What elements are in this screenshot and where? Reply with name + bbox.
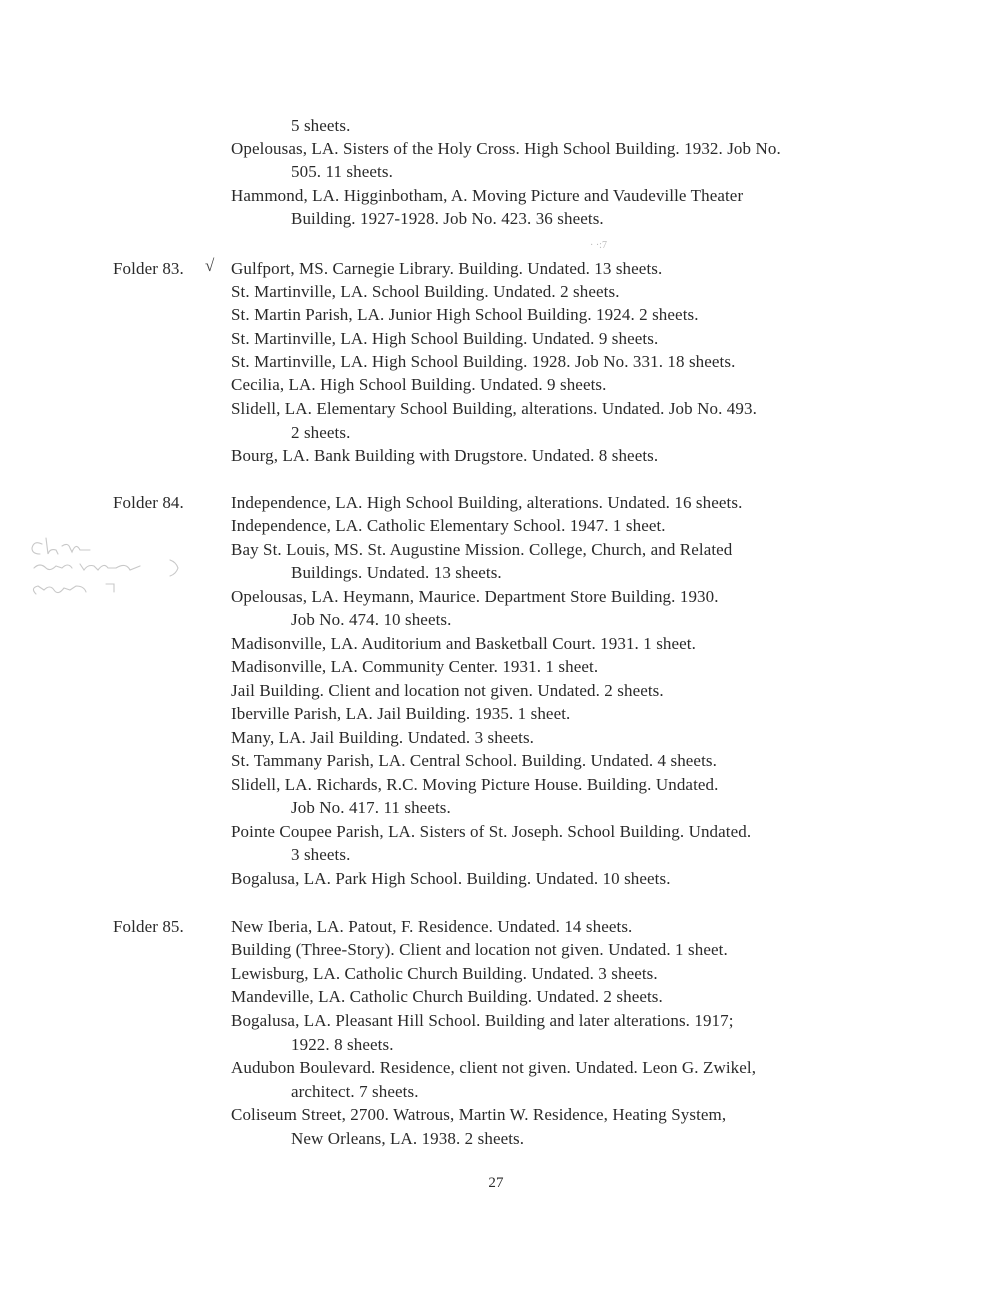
folder-85-label: Folder 85. [113,917,184,936]
entry-continuation: 505. 11 sheets. [291,162,393,181]
entry-line: Bourg, LA. Bank Building with Drugstore. Undated. 8 sheets. [231,446,659,465]
entry-continuation: New Orleans, LA. 1938. 2 sheets. [291,1129,525,1148]
entry-line: New Iberia, LA. Patout, F. Residence. Undated. 14 sheets. [231,917,633,936]
smudge-mark: · ·:7 [590,240,607,251]
entry-continuation: 5 sheets. [291,116,351,135]
entry-continuation: Job No. 417. 11 sheets. [291,798,451,817]
entry-line: Jail Building. Client and location not given. Undated. 2 sheets. [231,681,664,700]
entry-line: Lewisburg, LA. Catholic Church Building. Undated. 3 sheets. [231,964,658,983]
entry-line: Opelousas, LA. Sisters of the Holy Cross. High School Building. 1932. Job No. [231,139,781,158]
folder-84-label: Folder 84. [113,493,184,512]
entry-continuation: Job No. 474. 10 sheets. [291,610,452,629]
entry-line: Hammond, LA. Higginbotham, A. Moving Picture and Vaudeville Theater [231,186,744,205]
entry-line: Bogalusa, LA. Pleasant Hill School. Building and later alterations. 1917; [231,1011,734,1030]
entry-line: Independence, LA. High School Building, alterations. Undated. 16 sheets. [231,493,743,512]
entry-continuation: architect. 7 sheets. [291,1082,419,1101]
entry-continuation: Building. 1927-1928. Job No. 423. 36 sheets. [291,209,604,228]
entry-line: Madisonville, LA. Community Center. 1931. 1 sheet. [231,657,599,676]
entry-line: Bogalusa, LA. Park High School. Building. Undated. 10 sheets. [231,869,671,888]
entry-line: Cecilia, LA. High School Building. Undated. 9 sheets. [231,375,607,394]
entry-line: St. Tammany Parish, LA. Central School. Building. Undated. 4 sheets. [231,751,717,770]
entry-continuation: 1922. 8 sheets. [291,1035,394,1054]
entry-continuation: 3 sheets. [291,845,351,864]
entry-line: Coliseum Street, 2700. Watrous, Martin W. Residence, Heating System, [231,1105,727,1124]
entry-continuation: Buildings. Undated. 13 sheets. [291,563,502,582]
entry-line: Building (Three-Story). Client and location not given. Undated. 1 sheet. [231,940,728,959]
entry-line: Gulfport, MS. Carnegie Library. Building. Undated. 13 sheets. [231,259,663,278]
entry-line: Slidell, LA. Elementary School Building, alterations. Undated. Job No. 493. [231,399,757,418]
page-number: 27 [488,1175,504,1191]
entry-line: St. Martinville, LA. High School Building. Undated. 9 sheets. [231,329,659,348]
folder-83-label: Folder 83. [113,259,184,278]
entry-line: Mandeville, LA. Catholic Church Building. Undated. 2 sheets. [231,987,663,1006]
entry-line: St. Martinville, LA. High School Building. 1928. Job No. 331. 18 sheets. [231,352,736,371]
checkmark-icon: √ [205,256,215,275]
entry-line: Madisonville, LA. Auditorium and Basketball Court. 1931. 1 sheet. [231,634,696,653]
entry-line: St. Martinville, LA. School Building. Undated. 2 sheets. [231,282,620,301]
entry-line: Independence, LA. Catholic Elementary School. 1947. 1 sheet. [231,516,666,535]
entry-line: Pointe Coupee Parish, LA. Sisters of St. Joseph. School Building. Undated. [231,822,752,841]
entry-line: Bay St. Louis, MS. St. Augustine Mission. College, Church, and Related [231,540,733,559]
entry-line: Audubon Boulevard. Residence, client not given. Undated. Leon G. Zwikel, [231,1058,757,1077]
entry-line: St. Martin Parish, LA. Junior High School Building. 1924. 2 sheets. [231,305,699,324]
entry-line: Many, LA. Jail Building. Undated. 3 sheets. [231,728,535,747]
entry-line: Opelousas, LA. Heymann, Maurice. Department Store Building. 1930. [231,587,719,606]
entry-line: Slidell, LA. Richards, R.C. Moving Picture House. Building. Undated. [231,775,719,794]
entry-continuation: 2 sheets. [291,423,351,442]
handwritten-margin-note [20,530,220,610]
entry-line: Iberville Parish, LA. Jail Building. 1935. 1 sheet. [231,704,571,723]
